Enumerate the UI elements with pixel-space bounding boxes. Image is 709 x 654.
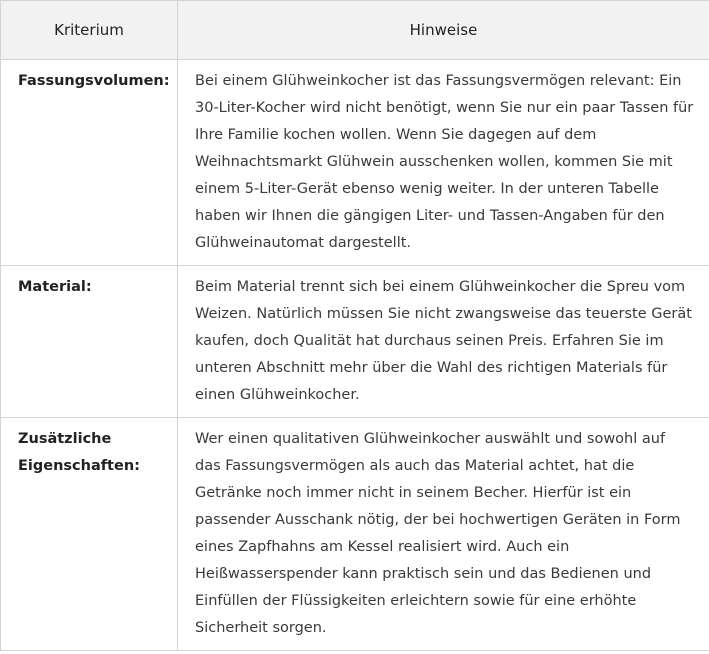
header-notes: Hinweise: [178, 1, 709, 60]
header-row: [1, 1, 709, 60]
notes-cell: Bei einem Glühweinkocher ist das Fassungsvermögen relevant: Ein 30-Liter-Kocher wird nicht benötigt, wenn Sie nur ein paar Tassen für Ihre Familie kochen wollen. Wenn Sie dagegen auf dem Weihnachtsmarkt Glühwein ausschenken wollen, kommen Sie mit einem 5-Liter-Gerät ebenso wenig weiter. In der unteren Tabelle haben wir Ihnen die gängigen Liter- und Tassen-Angaben für den Glühweinautomat dargestellt.: [178, 60, 709, 266]
table-header: [1, 1, 709, 60]
notes-cell: Beim Material trennt sich bei einem Glühweinkocher die Spreu vom Weizen. Natürlich müssen Sie nicht zwangsweise das teuerste Gerät kaufen, doch Qualität hat durchaus seinen Preis. Erfahren Sie im unteren Abschnitt mehr über die Wahl des richtigen Materials für einen Glühweinkocher.: [178, 266, 709, 418]
table-row: [1, 418, 709, 651]
criterion-cell: Zusätzliche Eigenschaften:: [1, 418, 178, 651]
table-row: [1, 266, 709, 418]
notes-cell: Wer einen qualitativen Glühweinkocher auswählt und sowohl auf das Fassungsvermögen als auch das Material achtet, hat die Getränke noch immer nicht in seinem Becher. Hierfür ist ein passender Ausschank nötig, der bei hochwertigen Geräten in Form eines Zapfhahns am Kessel realisiert wird. Auch ein Heißwasserspender kann praktisch sein und das Bedienen und Einfüllen der Flüssigkeiten erleichtern sowie für eine erhöhte Sicherheit sorgen.: [178, 418, 709, 651]
criterion-cell: Material:: [1, 266, 178, 418]
header-criterion: Kriterium: [1, 1, 178, 60]
table-body: [1, 60, 709, 651]
table-row: [1, 60, 709, 266]
criterion-cell: Fassungsvolumen:: [1, 60, 178, 266]
